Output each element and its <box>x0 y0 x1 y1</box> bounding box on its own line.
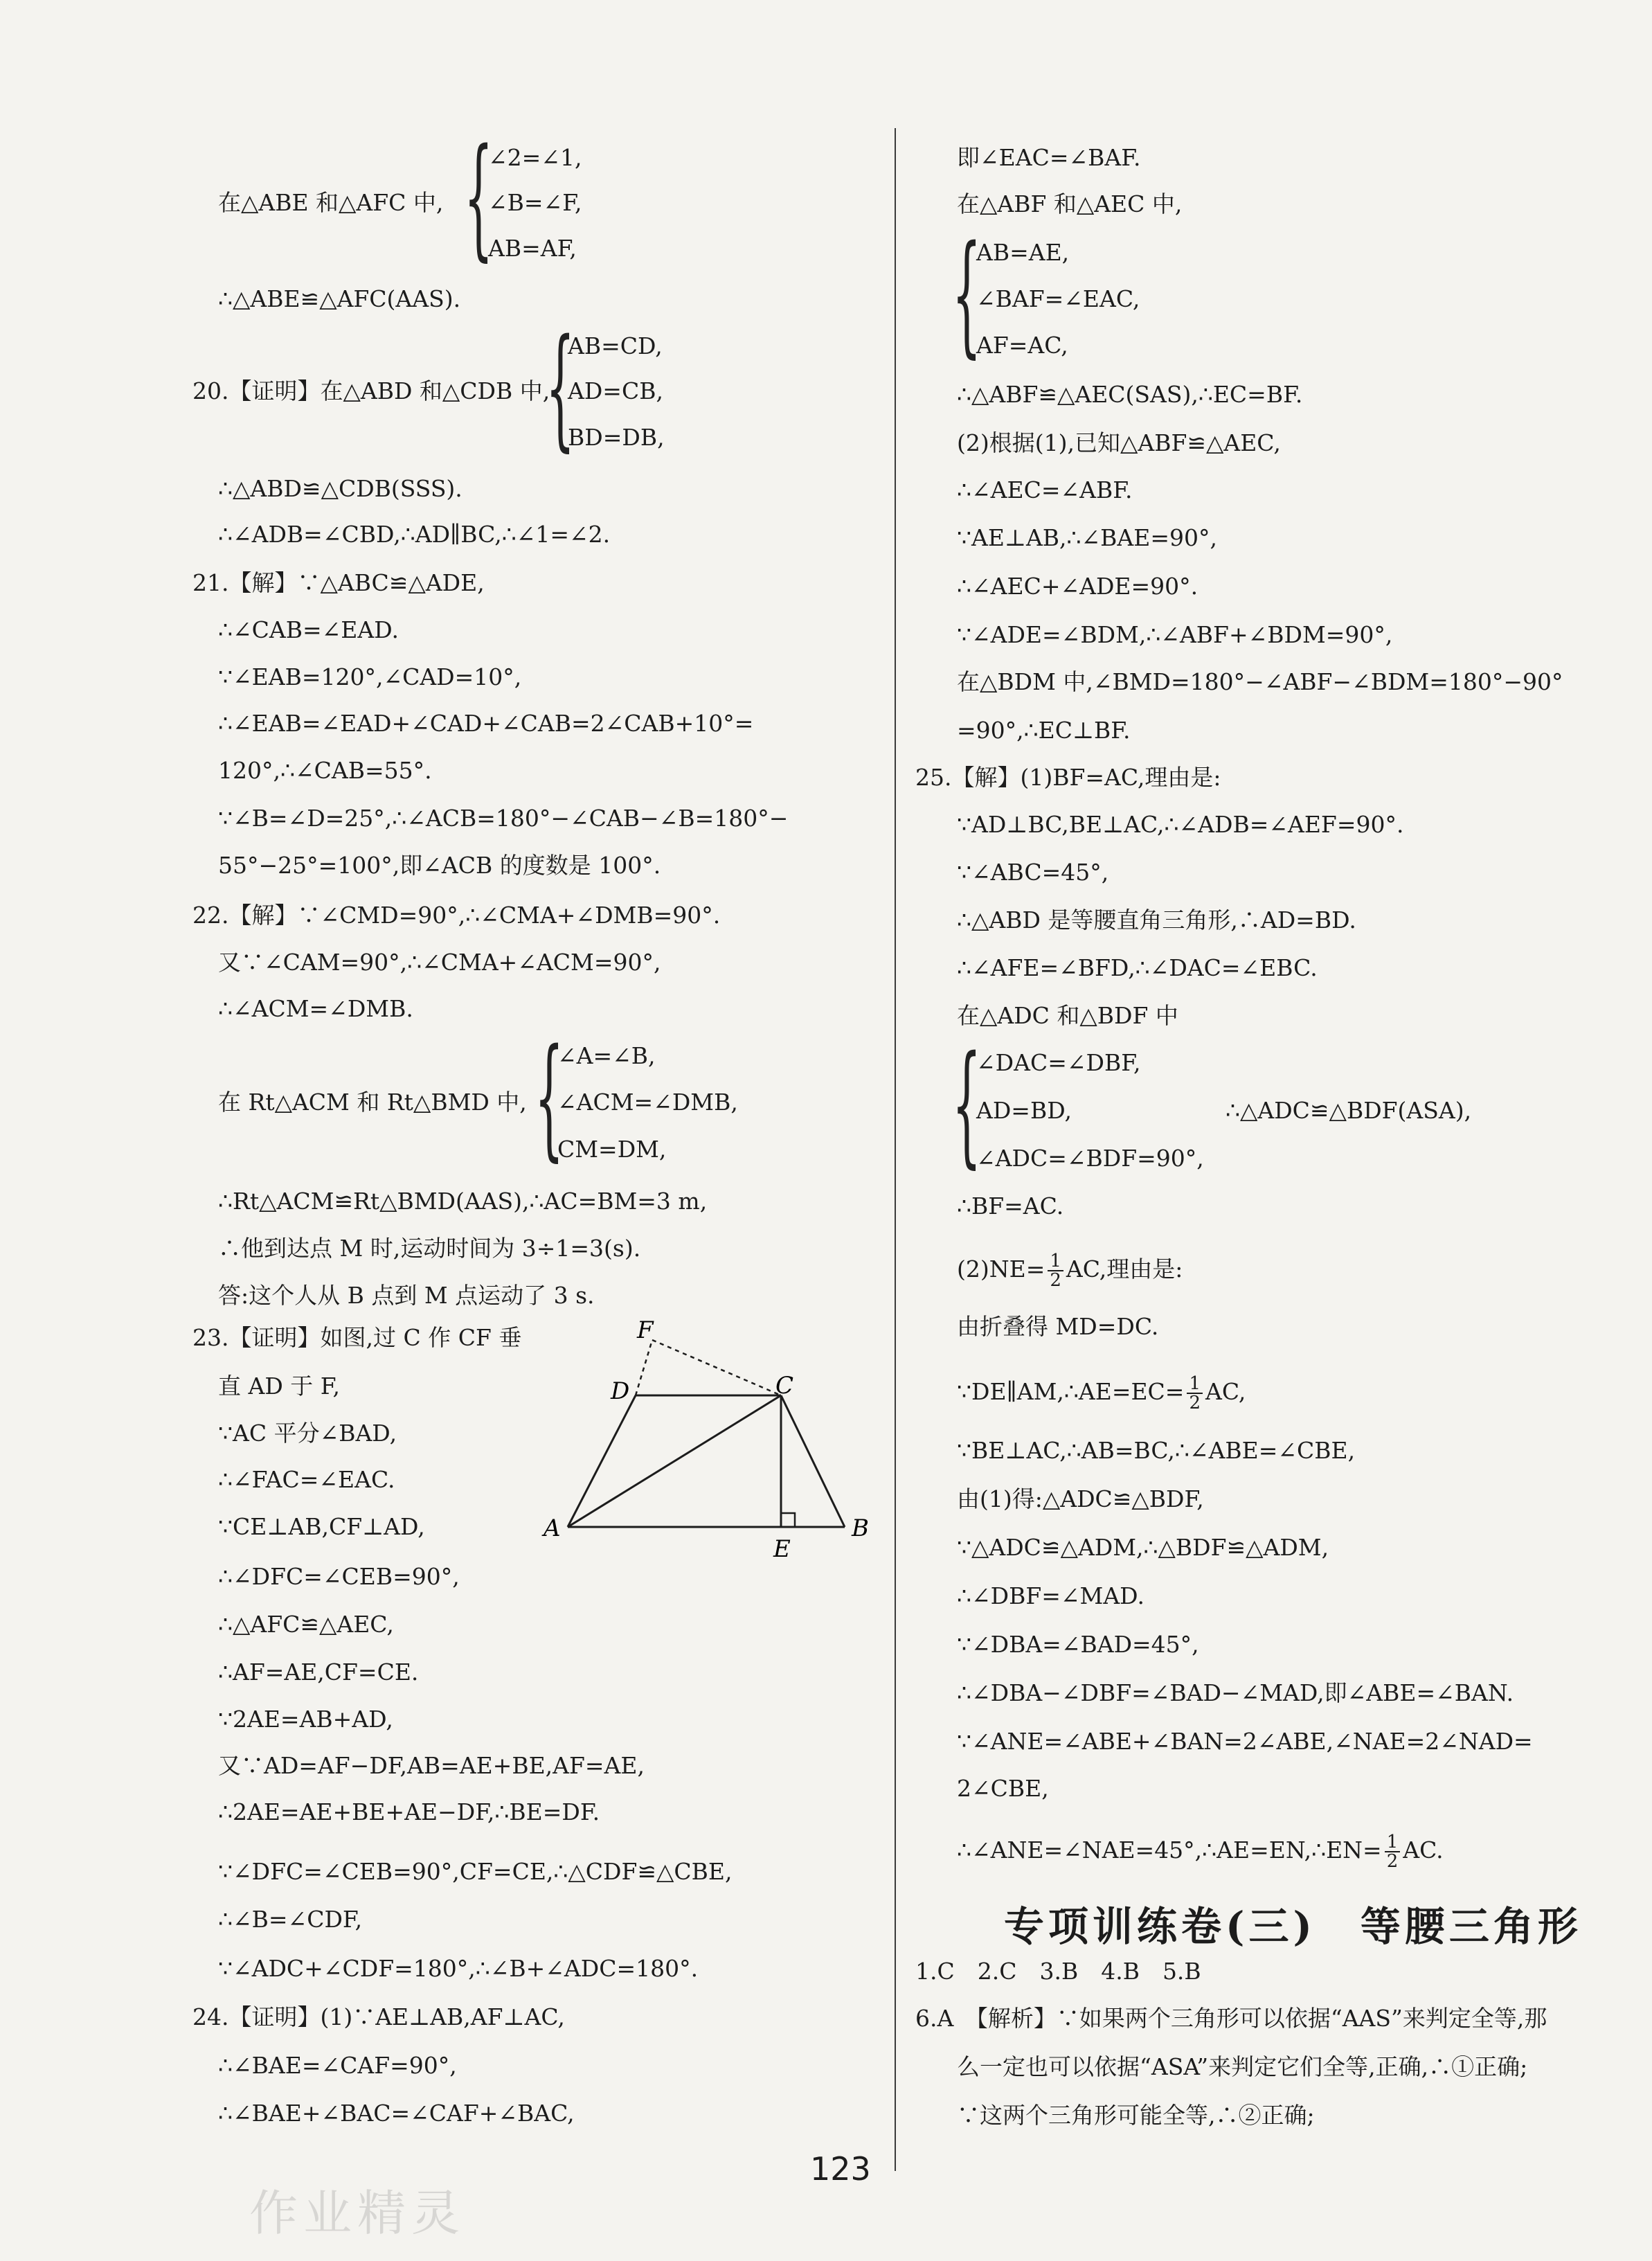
text-line: 120°,∴∠CAB=55°. <box>218 757 432 784</box>
text-line: ∴∠DBF=∠MAD. <box>957 1582 1144 1609</box>
label-e: E <box>773 1535 791 1563</box>
text-line: ∴∠BAE=∠CAF=90°, <box>218 2052 457 2079</box>
text-line: ∴△ADC≌△BDF(ASA), <box>1225 1097 1472 1124</box>
label-f: F <box>637 1316 654 1344</box>
text-line: ∴∠CAB=∠EAD. <box>218 616 399 643</box>
text-line: ∵CE⊥AB,CF⊥AD, <box>218 1513 425 1540</box>
text-line: ∵∠EAB=120°,∠CAD=10°, <box>218 663 522 690</box>
fraction-half <box>1187 1375 1203 1412</box>
text-line: 55°−25°=100°,即∠ACB 的度数是 100°. <box>218 852 661 879</box>
system-brace: { <box>952 1028 982 1181</box>
text-line: ∴△AFC≌△AEC, <box>218 1611 394 1638</box>
system-line: AD=CB, <box>568 377 663 404</box>
question-23: 23.【证明】如图,过 C 作 CF 垂 <box>192 1324 522 1351</box>
text-line: ∴∠EAB=∠EAD+∠CAD+∠CAB=2∠CAB+10°= <box>218 710 754 737</box>
label-b: B <box>852 1514 869 1542</box>
text-line: ∴∠ADB=∠CBD,∴AD∥BC,∴∠1=∠2. <box>218 521 611 548</box>
text-line: ∴∠DBA−∠DBF=∠BAD−∠MAD,即∠ABE=∠BAN. <box>957 1679 1514 1706</box>
text-line: ∵2AE=AB+AD, <box>218 1706 393 1733</box>
page-number: 123 <box>810 2150 871 2188</box>
text-line: ∵∠ADC+∠CDF=180°,∴∠B+∠ADC=180°. <box>218 1955 699 1982</box>
fraction-numerator: 1 <box>1048 1252 1063 1271</box>
text-line: ∴BF=AC. <box>957 1192 1064 1219</box>
text-fragment: ∵DE∥AM,∴AE=EC= <box>957 1378 1185 1405</box>
text-line: ∵∠ANE=∠ABE+∠BAN=2∠ABE,∠NAE=2∠NAD= <box>957 1728 1533 1755</box>
text-line: ∴∠DFC=∠CEB=90°, <box>218 1563 460 1590</box>
system-line: AD=BD, <box>976 1097 1072 1124</box>
text-line: ∴△ABF≌△AEC(SAS),∴EC=BF. <box>957 381 1303 408</box>
fraction-denominator: 2 <box>1189 1393 1201 1413</box>
watermark: 作业精灵 <box>249 2185 465 2242</box>
answer-list: 1.C 2.C 3.B 4.B 5.B <box>915 1958 1201 1985</box>
system-line: BD=DB, <box>568 424 665 451</box>
text-line: ∴∠AEC=∠ABF. <box>957 476 1133 503</box>
fraction-denominator: 2 <box>1050 1270 1061 1291</box>
text-line: 又∵AD=AF−DF,AB=AE+BE,AF=AE, <box>218 1752 645 1779</box>
system-line: AB=AF, <box>488 235 577 262</box>
text-line: ∴∠AFE=∠BFD,∴∠DAC=∠EBC. <box>957 954 1318 981</box>
text-line: ∵∠ABC=45°, <box>957 859 1109 886</box>
text-line: ∴∠B=∠CDF, <box>218 1906 363 1933</box>
text-fragment: (2)NE= <box>957 1255 1045 1283</box>
text-line: 由折叠得 MD=DC. <box>957 1313 1159 1340</box>
text-line: 在△BDM 中,∠BMD=180°−∠ABF−∠BDM=180°−90° <box>957 668 1563 695</box>
question-25: 25.【解】(1)BF=AC,理由是: <box>915 764 1221 791</box>
system-line: AB=AE, <box>976 239 1070 266</box>
fraction-half <box>1048 1252 1063 1289</box>
text-line: ∵AD⊥BC,BE⊥AC,∴∠ADB=∠AEF=90°. <box>957 811 1404 838</box>
text-line: 又∵∠CAM=90°,∴∠CMA+∠ACM=90°, <box>218 949 661 976</box>
text-line <box>957 1375 1246 1412</box>
text-line <box>957 1833 1444 1870</box>
geometry-figure <box>540 1316 886 1565</box>
system-line: ∠BAF=∠EAC, <box>976 285 1140 312</box>
system-line: AF=AC, <box>976 332 1068 359</box>
system-brace: { <box>535 1021 564 1174</box>
text-line: 在△ADC 和△BDF 中 <box>957 1002 1178 1029</box>
text-line: 在△ABE 和△AFC 中, <box>218 189 444 216</box>
text-line: 在 Rt△ACM 和 Rt△BMD 中, <box>218 1089 527 1116</box>
segment-ac <box>568 1395 781 1527</box>
text-line: ∴∠FAC=∠EAC. <box>218 1466 395 1493</box>
text-line: ∵BE⊥AC,∴AB=BC,∴∠ABE=∠CBE, <box>957 1437 1356 1464</box>
text-line: ∴△ABD≌△CDB(SSS). <box>218 475 463 502</box>
system-line: ∠ACM=∠DMB, <box>557 1089 738 1116</box>
text-fragment: AC,理由是: <box>1066 1255 1183 1283</box>
text-line: ∵AC 平分∠BAD, <box>218 1420 397 1447</box>
label-a: A <box>544 1514 561 1542</box>
text-line: ∵∠ADE=∠BDM,∴∠ABF+∠BDM=90°, <box>957 621 1393 648</box>
text-line: ∴△ABE≌△AFC(AAS). <box>218 285 461 312</box>
text-line: ∴∠AEC+∠ADE=90°. <box>957 573 1198 600</box>
text-line: ∴AF=AE,CF=CE. <box>218 1659 419 1686</box>
text-line: 2∠CBE, <box>957 1775 1049 1802</box>
system-brace: { <box>952 217 982 370</box>
question-20: 20.【证明】在△ABD 和△CDB 中, <box>192 377 550 404</box>
text-line: ∵∠DBA=∠BAD=45°, <box>957 1631 1199 1658</box>
fraction-half <box>1385 1833 1401 1870</box>
system-brace: { <box>464 120 494 274</box>
label-c: C <box>775 1372 794 1400</box>
column-divider <box>895 128 896 2171</box>
text-fragment: AC. <box>1403 1836 1444 1864</box>
section-title: 专项训练卷(三) 等腰三角形 <box>1004 1903 1582 1950</box>
text-line: ∵∠DFC=∠CEB=90°,CF=CE,∴△CDF≌△CBE, <box>218 1858 733 1885</box>
system-line: ∠ADC=∠BDF=90°, <box>976 1145 1204 1172</box>
text-fragment: ∴∠ANE=∠NAE=45°,∴AE=EN,∴EN= <box>957 1836 1382 1864</box>
text-line: 直 AD 于 F, <box>218 1373 341 1400</box>
text-line: 由(1)得:△ADC≌△BDF, <box>957 1485 1204 1512</box>
label-d: D <box>611 1377 630 1405</box>
text-line: ∴∠ACM=∠DMB. <box>218 995 413 1022</box>
text-line: ∴他到达点 M 时,运动时间为 3÷1=3(s). <box>218 1235 641 1262</box>
text-line: ∴Rt△ACM≌Rt△BMD(AAS),∴AC=BM=3 m, <box>218 1188 708 1215</box>
text-line: 即∠EAC=∠BAF. <box>957 144 1141 171</box>
fraction-denominator: 2 <box>1386 1851 1399 1872</box>
text-line: ∴△ABD 是等腰直角三角形,∴AD=BD. <box>957 906 1356 933</box>
text-line: (2)根据(1),已知△ABF≌△AEC, <box>957 429 1281 456</box>
text-fragment: AC, <box>1205 1378 1246 1405</box>
segment-fc-dashed <box>652 1340 781 1395</box>
text-line: 在△ABF 和△AEC 中, <box>957 190 1183 217</box>
text-line: =90°,∴EC⊥BF. <box>957 717 1131 744</box>
fraction-numerator: 1 <box>1187 1375 1203 1394</box>
text-line: ∵∠B=∠D=25°,∴∠ACB=180°−∠CAB−∠B=180°− <box>218 805 789 832</box>
question-21: 21.【解】∵△ABC≌△ADE, <box>192 569 485 596</box>
question-24: 24.【证明】(1)∵AE⊥AB,AF⊥AC, <box>192 2003 565 2030</box>
fraction-numerator: 1 <box>1385 1833 1401 1852</box>
right-angle-mark <box>781 1513 795 1527</box>
text-line: ∵AE⊥AB,∴∠BAE=90°, <box>957 524 1217 551</box>
text-line: ∵△ADC≌△ADM,∴△BDF≌△ADM, <box>957 1534 1329 1561</box>
question-6: 6.A 【解析】∵如果两个三角形可以依据“AAS”来判定全等,那 <box>915 2005 1547 2032</box>
segment-cb <box>781 1395 845 1527</box>
system-line: ∠DAC=∠DBF, <box>976 1049 1141 1076</box>
text-line: 答:这个人从 B 点到 M 点运动了 3 s. <box>218 1282 595 1309</box>
system-line: AB=CD, <box>568 332 663 359</box>
text-line <box>957 1252 1183 1289</box>
text-line: 么一定也可以依据“ASA”来判定它们全等,正确,∴①正确; <box>957 2053 1528 2080</box>
system-line: ∠B=∠F, <box>488 189 582 216</box>
text-line: ∴∠BAE+∠BAC=∠CAF+∠BAC, <box>218 2100 575 2127</box>
system-line: ∠A=∠B, <box>557 1042 656 1069</box>
system-brace: { <box>546 311 575 464</box>
system-line: CM=DM, <box>557 1136 667 1163</box>
text-line: ∴2AE=AE+BE+AE−DF,∴BE=DF. <box>218 1798 600 1825</box>
question-22: 22.【解】∵∠CMD=90°,∴∠CMA+∠DMB=90°. <box>192 902 721 929</box>
system-line: ∠2=∠1, <box>488 144 582 171</box>
segment-df-dashed <box>636 1340 652 1395</box>
text-line: ∵这两个三角形可能全等,∴②正确; <box>957 2102 1315 2129</box>
